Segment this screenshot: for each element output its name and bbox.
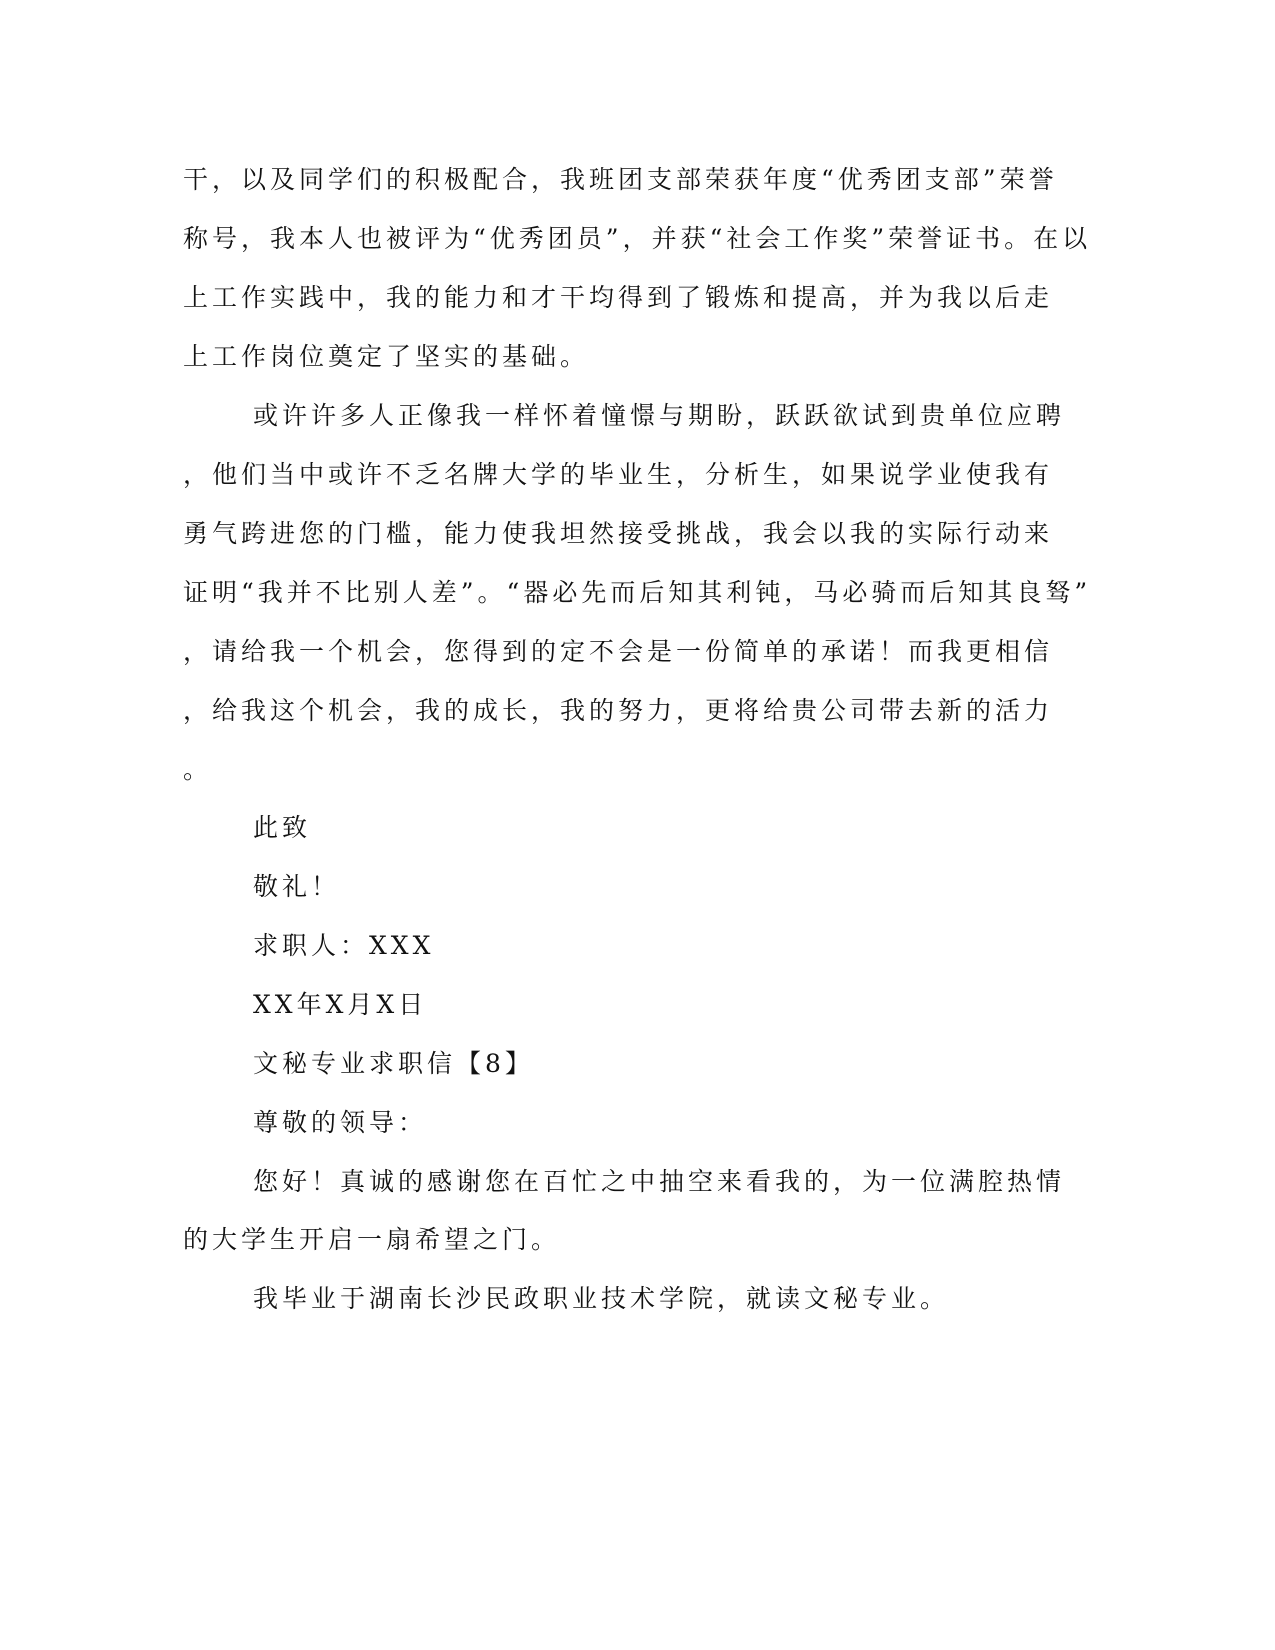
applicant-line: 求职人：XXX <box>253 931 435 960</box>
text-line-9: ，请给我一个机会，您得到的定不会是一份简单的承诺！而我更相信 <box>183 637 1054 666</box>
date-line: XX年X月X日 <box>253 990 428 1019</box>
text-line-18: 您好！真诚的感谢您在百忙之中抽空来看我的，为一位满腔热情 <box>253 1167 1066 1196</box>
text-line-8: 证明“我并不比别人差”。“器必先而后知其利钝，马必骑而后知其良驽” <box>183 578 1092 607</box>
text-line-7: 勇气跨进您的门槛，能力使我坦然接受挑战，我会以我的实际行动来 <box>183 519 1054 548</box>
text-line-10: ，给我这个机会，我的成长，我的努力，更将给贵公司带去新的活力 <box>183 696 1054 725</box>
greeting-line: 尊敬的领导： <box>253 1108 428 1137</box>
text-line-6: ，他们当中或许不乏名牌大学的毕业生，分析生，如果说学业使我有 <box>183 460 1054 489</box>
text-line-2: 称号，我本人也被评为“优秀团员”，并获“社会工作奖”荣誉证书。在以 <box>183 224 1092 253</box>
text-line-11: 。 <box>183 755 213 784</box>
text-line-5: 或许许多人正像我一样怀着憧憬与期盼，跃跃欲试到贵单位应聘 <box>253 401 1066 430</box>
closing-line: 此致 <box>253 813 312 842</box>
section-title: 文秘专业求职信【8】 <box>253 1049 534 1078</box>
text-line-1: 干，以及同学们的积极配合，我班团支部荣获年度“优秀团支部”荣誉 <box>183 165 1058 194</box>
salutation-line: 敬礼！ <box>253 872 341 901</box>
text-line-19: 的大学生开启一扇希望之门。 <box>183 1225 561 1254</box>
text-line-3: 上工作实践中，我的能力和才干均得到了锻炼和提高，并为我以后走 <box>183 283 1054 312</box>
text-line-20: 我毕业于湖南长沙民政职业技术学院，就读文秘专业。 <box>253 1284 950 1313</box>
text-line-4: 上工作岗位奠定了坚实的基础。 <box>183 342 590 371</box>
